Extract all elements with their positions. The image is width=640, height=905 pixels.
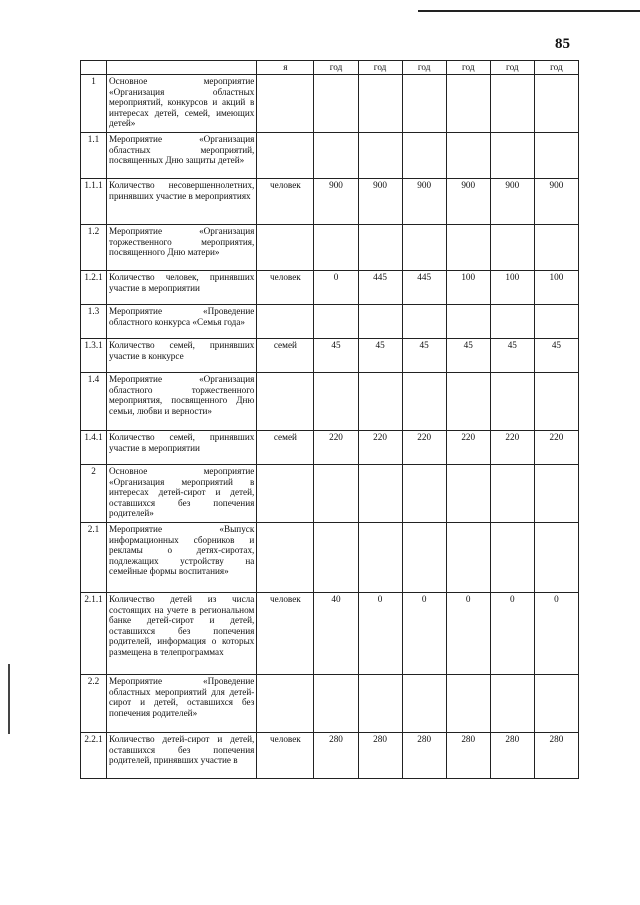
row-number: 1.4 [81, 373, 107, 431]
row-unit: семей [257, 431, 314, 465]
row-name: Количество человек, принявших участие в мероприятии [107, 271, 257, 305]
row-value-year-6 [534, 675, 578, 733]
row-value-year-5 [490, 465, 534, 523]
row-value-year-6: 900 [534, 179, 578, 225]
table-row [81, 75, 579, 133]
row-number: 2.2.1 [81, 733, 107, 779]
row-value-year-4 [446, 305, 490, 339]
row-unit [257, 133, 314, 179]
row-value-year-2 [358, 465, 402, 523]
row-value-year-1 [314, 75, 358, 133]
table-row [81, 179, 579, 225]
row-value-year-2 [358, 523, 402, 593]
row-number: 1.4.1 [81, 431, 107, 465]
row-value-year-4 [446, 75, 490, 133]
row-value-year-2: 900 [358, 179, 402, 225]
row-value-year-3 [402, 75, 446, 133]
row-unit [257, 675, 314, 733]
row-value-year-6: 0 [534, 593, 578, 675]
header-year-3: год [402, 61, 446, 75]
table-body [81, 75, 579, 779]
row-value-year-2: 220 [358, 431, 402, 465]
row-unit: человек [257, 271, 314, 305]
margin-mark [8, 664, 10, 734]
page-number: 85 [555, 36, 570, 52]
row-value-year-6: 100 [534, 271, 578, 305]
row-value-year-1: 0 [314, 271, 358, 305]
row-number: 1.2.1 [81, 271, 107, 305]
row-name: Мероприятие «Проведение областного конкурса «Семья года» [107, 305, 257, 339]
row-value-year-1 [314, 373, 358, 431]
row-value-year-3 [402, 373, 446, 431]
row-value-year-1 [314, 305, 358, 339]
row-value-year-3: 900 [402, 179, 446, 225]
row-name: Количество детей-сирот и детей, оставшихся без попечения родителей, принявших участие в [107, 733, 257, 779]
header-num [81, 61, 107, 75]
table-row [81, 431, 579, 465]
row-value-year-1: 900 [314, 179, 358, 225]
row-value-year-2 [358, 225, 402, 271]
row-value-year-3 [402, 465, 446, 523]
row-value-year-5: 220 [490, 431, 534, 465]
row-unit: человек [257, 593, 314, 675]
row-value-year-4 [446, 225, 490, 271]
row-value-year-2: 445 [358, 271, 402, 305]
row-value-year-4 [446, 675, 490, 733]
row-value-year-1: 220 [314, 431, 358, 465]
row-value-year-1 [314, 465, 358, 523]
header-year-6: год [534, 61, 578, 75]
row-value-year-6 [534, 225, 578, 271]
row-number: 2.2 [81, 675, 107, 733]
table-row [81, 225, 579, 271]
table-row [81, 373, 579, 431]
header-year-2: год [358, 61, 402, 75]
row-name: Мероприятие «Выпуск информационных сборников и рекламы о детях-сиротах, подлежащих устройству на семейные формы воспитания» [107, 523, 257, 593]
row-value-year-4: 100 [446, 271, 490, 305]
row-number: 2.1.1 [81, 593, 107, 675]
row-value-year-3 [402, 133, 446, 179]
row-unit [257, 465, 314, 523]
row-number: 1.3.1 [81, 339, 107, 373]
row-value-year-4 [446, 133, 490, 179]
row-value-year-6 [534, 305, 578, 339]
row-value-year-3: 220 [402, 431, 446, 465]
row-name: Мероприятие «Организация торжественного мероприятия, посвященного Дню матери» [107, 225, 257, 271]
row-value-year-1: 40 [314, 593, 358, 675]
row-value-year-3 [402, 523, 446, 593]
row-value-year-3 [402, 675, 446, 733]
row-value-year-3: 280 [402, 733, 446, 779]
row-value-year-4: 45 [446, 339, 490, 373]
row-number: 1.3 [81, 305, 107, 339]
row-number: 2.1 [81, 523, 107, 593]
row-name: Количество несовершеннолетних, принявших участие в мероприятиях [107, 179, 257, 225]
row-value-year-5 [490, 75, 534, 133]
row-value-year-4: 900 [446, 179, 490, 225]
row-number: 2 [81, 465, 107, 523]
row-value-year-6: 45 [534, 339, 578, 373]
row-value-year-4 [446, 465, 490, 523]
row-value-year-5 [490, 225, 534, 271]
row-value-year-4: 280 [446, 733, 490, 779]
row-name: Основное мероприятие «Организация областных мероприятий, конкурсов и акций в интересах детей, семей, имеющих детей» [107, 75, 257, 133]
row-value-year-2: 0 [358, 593, 402, 675]
row-value-year-6: 220 [534, 431, 578, 465]
row-value-year-1 [314, 675, 358, 733]
row-value-year-2 [358, 675, 402, 733]
row-unit: человек [257, 179, 314, 225]
row-value-year-2 [358, 305, 402, 339]
row-unit [257, 225, 314, 271]
table-row [81, 305, 579, 339]
table-row [81, 271, 579, 305]
row-value-year-5 [490, 133, 534, 179]
row-number: 1 [81, 75, 107, 133]
table-row [81, 733, 579, 779]
header-unit: я [257, 61, 314, 75]
row-number: 1.2 [81, 225, 107, 271]
row-value-year-6: 280 [534, 733, 578, 779]
row-value-year-3: 45 [402, 339, 446, 373]
row-number: 1.1.1 [81, 179, 107, 225]
row-value-year-5: 900 [490, 179, 534, 225]
row-value-year-5 [490, 305, 534, 339]
table-header-row [81, 61, 579, 75]
row-value-year-5: 280 [490, 733, 534, 779]
row-value-year-3 [402, 225, 446, 271]
row-unit [257, 523, 314, 593]
row-name: Мероприятие «Проведение областных мероприятий для детей-сирот и детей, оставшихся без попечения родителей» [107, 675, 257, 733]
row-value-year-2 [358, 133, 402, 179]
row-name: Количество детей из числа состоящих на учете в региональном банке детей-сирот и детей, оставшихся без попечения родителей, информация о которых размещена в телепрограммах [107, 593, 257, 675]
header-year-4: год [446, 61, 490, 75]
row-value-year-3: 445 [402, 271, 446, 305]
row-name: Мероприятие «Организация областного торжественного мероприятия, посвященного Дню семьи, любви и верности» [107, 373, 257, 431]
row-value-year-5 [490, 373, 534, 431]
row-value-year-2: 280 [358, 733, 402, 779]
row-value-year-6 [534, 133, 578, 179]
header-name [107, 61, 257, 75]
row-value-year-1 [314, 523, 358, 593]
table-row [81, 133, 579, 179]
row-value-year-1: 45 [314, 339, 358, 373]
row-name: Количество семей, принявших участие в конкурсе [107, 339, 257, 373]
header-year-5: год [490, 61, 534, 75]
row-unit: человек [257, 733, 314, 779]
row-name: Мероприятие «Организация областных мероприятий, посвященных Дню защиты детей» [107, 133, 257, 179]
row-value-year-2 [358, 75, 402, 133]
table-row [81, 523, 579, 593]
header-year-1: год [314, 61, 358, 75]
row-name: Количество семей, принявших участие в мероприятии [107, 431, 257, 465]
row-unit [257, 373, 314, 431]
row-value-year-6 [534, 523, 578, 593]
program-table [80, 60, 579, 779]
row-value-year-6 [534, 373, 578, 431]
row-value-year-5: 0 [490, 593, 534, 675]
row-value-year-5: 45 [490, 339, 534, 373]
row-value-year-3: 0 [402, 593, 446, 675]
row-value-year-4 [446, 373, 490, 431]
row-name: Основное мероприятие «Организация мероприятий в интересах детей-сирот и детей, оставшихся без попечения родителей» [107, 465, 257, 523]
top-rule [418, 10, 640, 12]
row-value-year-2 [358, 373, 402, 431]
row-value-year-1 [314, 133, 358, 179]
row-value-year-6 [534, 465, 578, 523]
table-row [81, 339, 579, 373]
row-value-year-1: 280 [314, 733, 358, 779]
row-value-year-5: 100 [490, 271, 534, 305]
table-row [81, 593, 579, 675]
row-number: 1.1 [81, 133, 107, 179]
row-unit: семей [257, 339, 314, 373]
row-unit [257, 305, 314, 339]
row-value-year-4 [446, 523, 490, 593]
row-value-year-5 [490, 675, 534, 733]
row-value-year-5 [490, 523, 534, 593]
row-value-year-1 [314, 225, 358, 271]
table-row [81, 465, 579, 523]
row-value-year-6 [534, 75, 578, 133]
row-value-year-3 [402, 305, 446, 339]
table-row [81, 675, 579, 733]
row-value-year-2: 45 [358, 339, 402, 373]
row-unit [257, 75, 314, 133]
row-value-year-4: 220 [446, 431, 490, 465]
row-value-year-4: 0 [446, 593, 490, 675]
